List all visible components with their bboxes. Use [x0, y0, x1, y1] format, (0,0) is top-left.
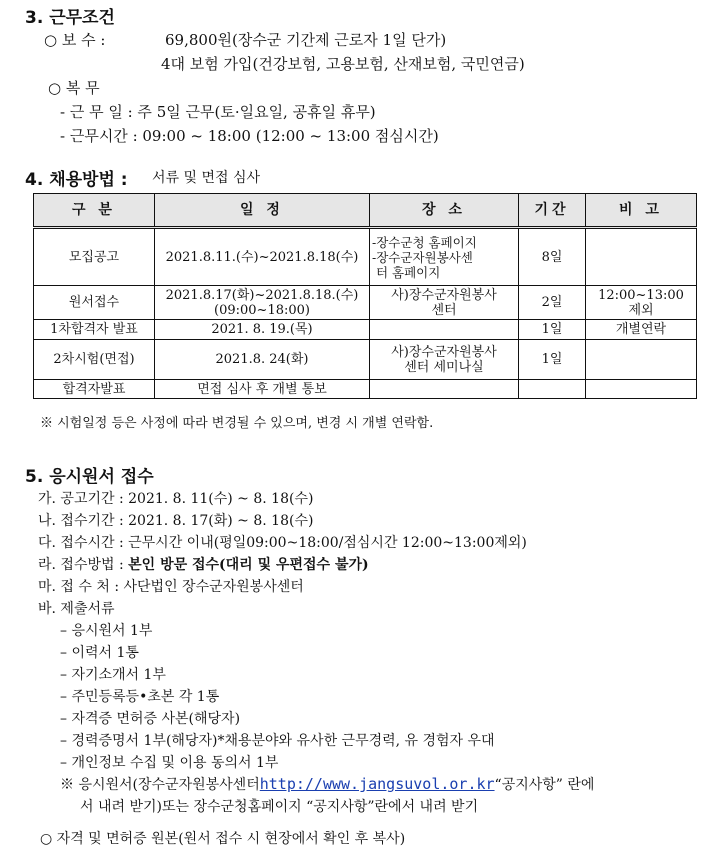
work-days: - 근 무 일 : 주 5일 근무(토·일요일, 공휴일 휴무) — [60, 103, 376, 121]
row-period: 1일 — [519, 320, 586, 340]
note-suffix: “공지사항” 란에 — [494, 777, 595, 793]
doc-item: – 자격증 면허증 사본(해당자) — [60, 711, 241, 727]
method-label: 라. 접수방법 : — [38, 557, 124, 573]
download-note — [60, 774, 594, 794]
row-period — [519, 380, 586, 399]
list-item — [38, 554, 369, 574]
row-date: 2021.8.17(화)~2021.8.18.(수) (09:00~18:00) — [155, 286, 370, 320]
header-schedule: 일 정 — [155, 194, 370, 228]
doc-item: – 주민등록등•초본 각 1통 — [60, 689, 220, 705]
list-item: 마. 접 수 처 : 사단법인 장수군자원봉사센터 — [38, 579, 304, 595]
service-label: ○ 복 무 — [48, 79, 100, 97]
docs-label: 바. 제출서류 — [38, 601, 115, 617]
row-date: 2021.8.11.(수)~2021.8.18(수) — [155, 228, 370, 286]
list-item: 나. 접수기간 : 2021. 8. 17(화) ~ 8. 18(수) — [38, 513, 314, 529]
table-row — [34, 228, 697, 286]
section-4-heading: 4. 채용방법 : — [25, 170, 128, 190]
row-note — [586, 380, 697, 399]
row-note — [586, 228, 697, 286]
row-place: -장수군청 홈페이지 -장수군자원봉사센 터 홈페이지 — [370, 228, 519, 286]
row-category: 2차시험(면접) — [34, 340, 155, 380]
pay-label: ○ 보 수 : — [44, 31, 106, 49]
row-category: 원서접수 — [34, 286, 155, 320]
download-note-line2: 서 내려 받기)또는 장수군청홈페이지 “공지사항”란에서 내려 받기 — [80, 799, 479, 815]
volunteer-center-link[interactable]: http://www.jangsuvol.or.kr — [259, 775, 495, 793]
table-header-row — [34, 194, 697, 228]
header-place: 장 소 — [370, 194, 519, 228]
row-place: 사)장수군자원봉사 센터 — [370, 286, 519, 320]
row-category: 모집공고 — [34, 228, 155, 286]
row-note: 개별연락 — [586, 320, 697, 340]
row-date: 면접 심사 후 개별 통보 — [155, 380, 370, 399]
header-note: 비 고 — [586, 194, 697, 228]
doc-item: – 응시원서 1부 — [60, 623, 153, 639]
row-date: 2021.8. 24(화) — [155, 340, 370, 380]
list-item: 다. 접수시간 : 근무시간 이내(평일09:00~18:00/점심시간 12:00~13:00제외) — [38, 535, 527, 551]
method-value: 본인 방문 접수(대리 및 우편접수 불가) — [128, 557, 369, 573]
section-4-subheading: 서류 및 면접 심사 — [152, 170, 261, 186]
section-5-heading: 5. 응시원서 접수 — [25, 467, 154, 487]
doc-item: – 개인정보 수집 및 이용 동의서 1부 — [60, 755, 279, 771]
schedule-footnote: ※ 시험일정 등은 사정에 따라 변경될 수 있으며, 변경 시 개별 연락함. — [40, 416, 434, 431]
table-row — [34, 340, 697, 380]
work-hours: - 근무시간 : 09:00 ~ 18:00 (12:00 ~ 13:00 점심시간) — [60, 127, 439, 145]
section-3-heading: 3. 근무조건 — [25, 8, 115, 28]
doc-item: – 경력증명서 1부(해당자)*채용분야와 유사한 근무경력, 유 경험자 우대 — [60, 733, 495, 749]
doc-item: – 이력서 1통 — [60, 645, 139, 661]
doc-item: – 자기소개서 1부 — [60, 667, 166, 683]
row-date: 2021. 8. 19.(목) — [155, 320, 370, 340]
row-place — [370, 380, 519, 399]
row-note: 12:00~13:00 제외 — [586, 286, 697, 320]
schedule-table — [33, 193, 697, 399]
row-place — [370, 320, 519, 340]
header-period: 기간 — [519, 194, 586, 228]
row-period: 1일 — [519, 340, 586, 380]
pay-value: 69,800원(장수군 기간제 근로자 1일 단가) — [165, 31, 447, 49]
insurance-text: 4대 보험 가입(건강보험, 고용보험, 산재보험, 국민연금) — [161, 55, 525, 73]
table-row — [34, 320, 697, 340]
row-period: 8일 — [519, 228, 586, 286]
header-category: 구 분 — [34, 194, 155, 228]
row-category: 합격자발표 — [34, 380, 155, 399]
table-row — [34, 380, 697, 399]
note-prefix: ※ 응시원서(장수군자원봉사센터 — [60, 777, 260, 793]
list-item: 가. 공고기간 : 2021. 8. 11(수) ~ 8. 18(수) — [38, 491, 314, 507]
table-row — [34, 286, 697, 320]
row-period: 2일 — [519, 286, 586, 320]
row-place: 사)장수군자원봉사 센터 세미나실 — [370, 340, 519, 380]
row-category: 1차합격자 발표 — [34, 320, 155, 340]
row-note — [586, 340, 697, 380]
original-check-note: ○ 자격 및 면허증 원본(원서 접수 시 현장에서 확인 후 복사) — [40, 831, 406, 847]
